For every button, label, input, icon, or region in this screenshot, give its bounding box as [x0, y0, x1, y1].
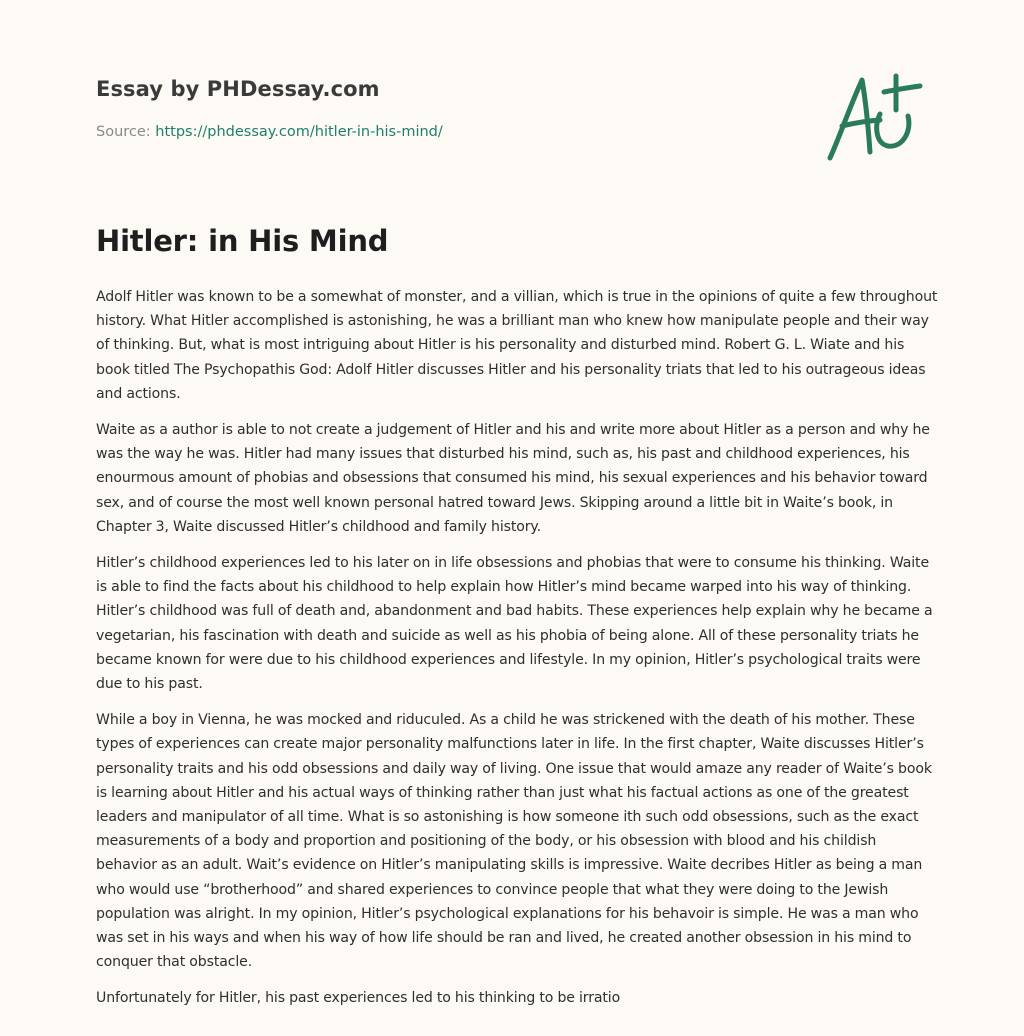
essay-paragraph: While a boy in Vienna, he was mocked and riduculed. As a child he was strickened with the death of his mother. These types of experiences can create major personality malfunctions later in life. In the first chapter, Waite discusses Hitler’s personality traits and his odd obsessions and daily way of living. One issue that would amaze any reader of Waite’s book is learning about Hitler and his actual ways of thinking rather than just what his factual actions as one of the greatest leaders and manipulator of all time. What is so astonishing is how someone ith such odd obsessions, such as the exact measurements of a body and proportion and positioning of the body, or his obsession with blood and his childish behavior as an adult. Wait’s evidence on Hitler’s manipulating skills is impressive. Waite decribes Hitler as being a man who would use “brotherhood” and shared experiences to convince people that what they were doing to the Jewish population was alright. In my opinion, Hitler’s psychological explanations for his behavoir is simple. He was a man who was set in his ways and when his way of how life should be ran and lived, he created another obsession in his mind to conquer that obstacle. — [96, 712, 932, 971]
essay-paragraph: Hitler’s childhood experiences led to his later on in life obsessions and phobias that were to consume his thinking. Waite is able to find the facts about his childhood to help explain how Hitler’s mind became warped into his way of thinking. Hitler’s childhood was full of death and, abandonment and bad habits. These experiences help explain why he became a vegetarian, his fascination with death and suicide as well as his phobia of being alone. All of these personality triats he became known for were due to his childhood experiences and lifestyle. In my opinion, Hitler’s psychological traits were due to his past. — [96, 555, 933, 693]
source-link[interactable]: https://phdessay.com/hitler-in-his-mind/ — [155, 124, 443, 140]
essay-paragraph: Unfortunately for Hitler, his past experiences led to his thinking to be irratio — [96, 990, 621, 1007]
essay-body — [96, 285, 938, 1023]
source-label: Source: — [96, 124, 156, 140]
essay-title: Hitler: in His Mind — [96, 224, 389, 258]
a-plus-grade-icon — [822, 66, 926, 166]
source-line — [96, 124, 443, 140]
essay-paragraph: Waite as a author is able to not create a judgement of Hitler and his and write more about Hitler as a person and why he was the way he was. Hitler had many issues that disturbed his mind, such as, his past and childhood experiences, his enourmous amount of phobias and obsessions that consumed his mind, his sexual experiences and his behavior toward sex, and of course the most well known personal hatred toward Jews. Skipping around a little bit in Waite’s book, in Chapter 3, Waite discussed Hitler’s childhood and family history. — [96, 422, 930, 535]
site-brand: Essay by PHDessay.com — [96, 77, 380, 101]
essay-paragraph: Adolf Hitler was known to be a somewhat of monster, and a villian, which is true in the opinions of quite a few throughout history. What Hitler accomplished is astonishing, he was a brilliant man who knew how manipulate people and their way of thinking. But, what is most intriguing about Hitler is his personality and disturbed mind. Robert G. L. Wiate and his book titled The Psychopathis God: Adolf Hitler discusses Hitler and his personality triats that led to his outrageous ideas and actions. — [96, 289, 938, 402]
